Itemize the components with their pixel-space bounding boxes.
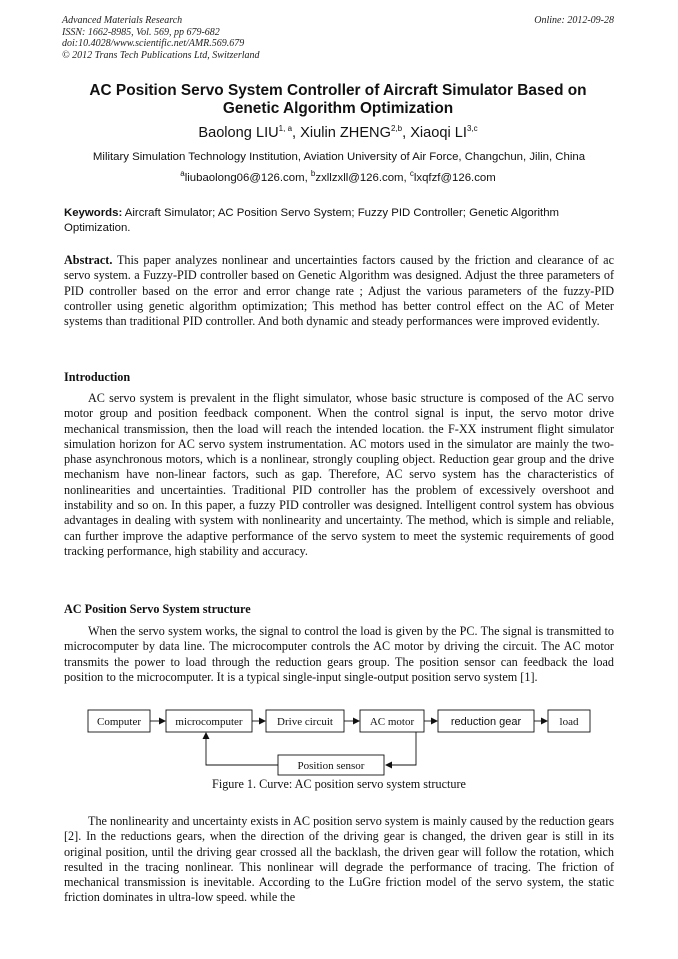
journal-header	[62, 15, 260, 61]
paper-title	[62, 82, 614, 118]
author-name: Baolong LIU	[198, 125, 279, 141]
box-label: Drive circuit	[277, 716, 333, 728]
structure-paragraph: When the servo system works, the signal to control the load is given by the PC. The signal is transmitted to microcomputer by data line. The microcomputer controls the AC motor by driving the circuit. The AC motor transmits the power to load through the reduction gears group. The position sensor can feedback the load position to the microcomputer. It is a typical single-input single-output position servo system [1].	[64, 624, 614, 684]
abstract	[64, 253, 614, 329]
email-address[interactable]: liubaolong06@126.com	[184, 172, 305, 184]
email-address[interactable]: lxqfzf@126.com	[413, 172, 496, 184]
affiliation: Military Simulation Technology Institution, Aviation University of Air Force, Changchun, Jilin, China	[92, 151, 586, 163]
journal-copyright: © 2012 Trans Tech Publications Ltd, Switzerland	[62, 49, 260, 61]
author-separator: ,	[403, 172, 410, 184]
journal-doi[interactable]: doi:10.4028/www.scientific.net/AMR.569.679	[62, 38, 245, 50]
online-date: Online: 2012-09-28	[534, 15, 614, 26]
author-name: Xiaoqi LI	[410, 125, 467, 141]
author-sup: 2,b	[390, 124, 403, 134]
abstract-label: Abstract.	[64, 253, 113, 267]
box-label: reduction gear	[450, 716, 522, 728]
abstract-text: This paper analyzes nonlinear and uncertainties factors caused by the friction and clearance of ac servo system. a Fuzzy-PID controller based on Genetic Algorithm was designed. Adjust the three parameters of PID controller based on the error and error change rate ; Adjust the various parameters of the fuzzy-PID controller using genetic algorithm optimization; This method has better control effect on the AC of Meter systems than traditional PID controller. And both dynamic and steady performances were improved evidently.	[64, 253, 614, 329]
email-address[interactable]: zxllzxll@126.com	[315, 172, 404, 184]
introduction-paragraph: AC servo system is prevalent in the flight simulator, whose basic structure is composed of the AC servo motor group and position feedback component. When the control signal is input, the servo motor drive mechanical transmission, then the load will reach the intended location. the F-XX instrument flight simulator simulation horizon for AC servo system instrumentation. AC motors used in the simulator are mainly the two-phase asynchronous motors, which is a nonlinear, strongly coupling object. Reduction gear group and the drive mechanism have non-linear factors, such as gap. Therefore, AC servo system has the characteristics of nonlinearities and uncertainties. Traditional PID controller has the problem of excessively overshoot and instability and so on. In this paper, a fuzzy PID controller was designed. Intelligent control system has obvious advantages in dealing with system with nonlinearity and uncertainty. The method, which is simple and reliable, can further improve the adaptive performance of the servo system to meet the systemic requirements of good tracking performance, high stability and accuracy.	[64, 391, 614, 558]
feedback-arrow	[386, 732, 416, 765]
body-paragraph: The nonlinearity and uncertainty exists in AC position servo system is mainly caused by the reduction gears [2]. In the reductions gears, when the direction of the driving gear is changed, the driven gear is still in its original position, until the driving gear crossed all the backlash, the driven gear will follow the rotation, which resulted in the tracing nonlinear. This nonlinear will degrade the performance of tracing. The friction of mechanical transmission is inevitable. According to the LuGre friction model of the servo system, the static friction dominates in ultra-low speed. while the	[64, 814, 614, 905]
author-list	[62, 124, 614, 142]
author-separator: ,	[304, 172, 311, 184]
journal-name: Advanced Materials Research	[62, 15, 183, 26]
box-label: Position sensor	[297, 760, 365, 772]
section-heading-structure: AC Position Servo System structure	[64, 602, 251, 616]
section-heading-introduction: Introduction	[64, 370, 131, 384]
author-name: Xiulin ZHENG	[300, 125, 391, 141]
feedback-arrow	[206, 733, 278, 765]
box-label: Computer	[97, 716, 141, 728]
block-diagram	[86, 708, 596, 778]
email-sup: b	[310, 169, 316, 179]
author-separator: ,	[402, 125, 411, 141]
box-label: load	[559, 716, 579, 728]
keywords-text: Aircraft Simulator; AC Position Servo System; Fuzzy PID Controller; Genetic Algorithm Optimization.	[64, 207, 560, 234]
box-label: microcomputer	[175, 716, 243, 728]
email-sup: c	[409, 169, 414, 179]
journal-issn: ISSN: 1662-8985, Vol. 569, pp 679-682	[62, 26, 220, 38]
author-sup: 1, a	[278, 124, 293, 134]
email-list	[62, 171, 614, 185]
figure-caption: Figure 1. Curve: AC position servo system structure	[212, 777, 466, 791]
email-sup: a	[180, 169, 185, 179]
author-sup: 3,c	[466, 124, 478, 134]
title-line-2: Genetic Algorithm Optimization	[222, 100, 454, 117]
keywords	[64, 206, 614, 236]
author-separator: ,	[292, 125, 301, 141]
box-label: AC motor	[369, 716, 415, 728]
figure-block-diagram	[86, 708, 596, 778]
title-line-1: AC Position Servo System Controller of Aircraft Simulator Based on	[89, 82, 587, 99]
keywords-label: Keywords:	[64, 207, 123, 219]
